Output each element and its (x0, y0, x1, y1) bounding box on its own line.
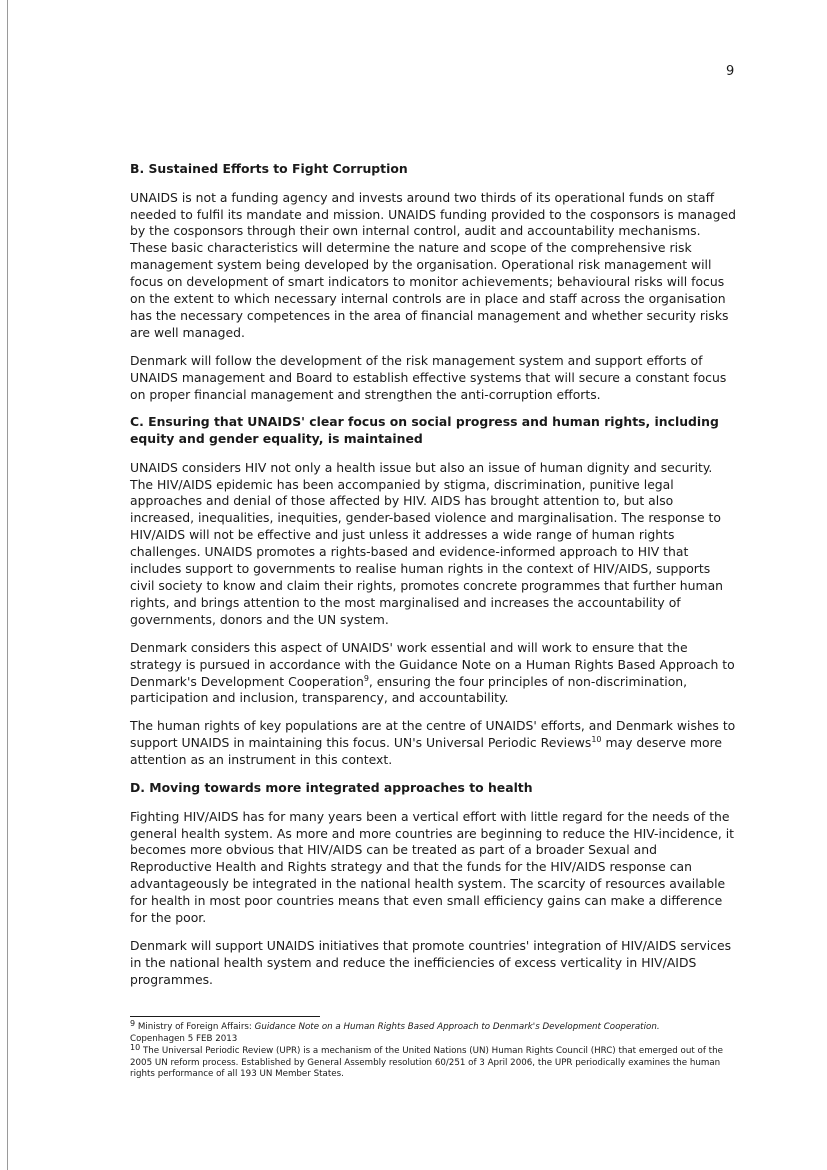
scan-edge-line (7, 0, 8, 1170)
footnote-ref-10[interactable]: 10 (591, 735, 602, 745)
document-body (130, 161, 736, 1000)
footnote-9-lead: Ministry of Foreign Affairs: (137, 1022, 255, 1032)
footnote-9 (130, 1019, 736, 1045)
section-d-paragraph-1: Fighting HIV/AIDS has for many years been a vertical effort with little regard for the needs of the general health system. As more and more countries are beginning to reduce the HIV-incidence, it becomes more obvious that HIV/AIDS can be treated as part of a broader Sexual and Reproductive Health and Rights strategy and that the funds for the HIV/AIDS response can advantageously be integrated in the national health system. The scarcity of resources available for health in most poor countries means that even small efficiency gains can make a difference for the poor. (130, 808, 735, 926)
section-c-paragraph-2 (130, 640, 736, 708)
section-c-paragraph-3 (130, 718, 736, 769)
footnote-10 (130, 1043, 736, 1081)
footnote-9-title: Guidance Note on a Human Rights Based Approach to Denmark's Development Cooperation. (254, 1022, 660, 1032)
section-c-paragraph-1: UNAIDS considers HIV not only a health issue but also an issue of human dignity and security. The HIV/AIDS epidemic has been accompanied by stigma, discrimination, punitive legal approaches and denial of those affected by HIV. AIDS has brought attention to, but also increased, inequalities, inequities, gender-based violence and marginalisation. The response to HIV/AIDS will not be effective and just unless it addresses a wide range of human rights challenges. UNAIDS promotes a rights-based and evidence-informed approach to HIV that includes support to governments to realise human rights in the context of HIV/AIDS, supports civil society to know and claim their rights, promotes concrete programmes that further human rights, and brings attention to the most marginalised and increases the accountability of governments, donors and the UN system. (130, 459, 724, 627)
footnote-ref-9[interactable]: 9 (363, 673, 369, 683)
page-number: 9 (726, 64, 735, 79)
section-b-heading: B. Sustained Efforts to Fight Corruption (130, 161, 408, 176)
footnote-10-text: The Universal Periodic Review (UPR) is a mechanism of the United Nations (UN) Human Rights Council (HRC) that emerged out of the 2005 UN reform process. Established by General Assembly resolution 60/251 of 3 April 2006, the UPR periodically examines the human rights performance of all 193 UN Member States. (130, 1046, 723, 1080)
footnote-9-marker: 9 (130, 1019, 136, 1028)
section-c-paragraph-3-continuation: may deserve more attention as an instrument in this context. (130, 735, 723, 768)
section-c-paragraph-3-text: The human rights of key populations are at the centre of UNAIDS' efforts, and Denmark wishes to support UNAIDS in maintaining this focus. UN's Universal Periodic Reviews (130, 718, 736, 751)
footnote-9-tail: Copenhagen 5 FEB 2013 (130, 1033, 238, 1044)
section-d-paragraph-2: Denmark will support UNAIDS initiatives that promote countries' integration of HIV/AIDS services in the national health system and reduce the inefficiencies of excess verticality in HIV/AIDS programmes. (130, 938, 732, 987)
footnote-separator (130, 1016, 320, 1017)
footnote-10-marker: 10 (130, 1043, 141, 1053)
footnotes (130, 1019, 736, 1082)
section-b-paragraph-1: UNAIDS is not a funding agency and invests around two thirds of its operational funds on staff needed to fulfil its mandate and mission. UNAIDS funding provided to the cosponsors is managed by the cosponsors through their own internal control, audit and accountability mechanisms. These basic characteristics will determine the nature and scope of the comprehensive risk management system being developed by the organisation. Operational risk management will focus on development of smart indicators to monitor achievements; behavioural risks will focus on the extent to which necessary internal controls are in place and staff across the organisation has the necessary competences in the area of financial management and whether security risks are well managed. (130, 189, 736, 340)
section-d-heading: D. Moving towards more integrated approaches to health (130, 780, 533, 796)
section-c-paragraph-2-continuation: , ensuring the four principles of non-discrimination, participation and inclusion, transparency, and accountability. (130, 673, 688, 706)
section-b-paragraph-2: Denmark will follow the development of the risk management system and support efforts of UNAIDS management and Board to establish effective systems that will secure a constant focus on proper financial management and strengthen the anti-corruption efforts. (130, 352, 727, 402)
section-c-heading: C. Ensuring that UNAIDS' clear focus on social progress and human rights, including equity and gender equality, is maintained (130, 414, 719, 447)
section-c-paragraph-2-text: Denmark considers this aspect of UNAIDS' work essential and will work to ensure that the strategy is pursued in accordance with the Guidance Note on a Human Rights Based Approach to Denmark's Development Cooperation (130, 639, 735, 689)
